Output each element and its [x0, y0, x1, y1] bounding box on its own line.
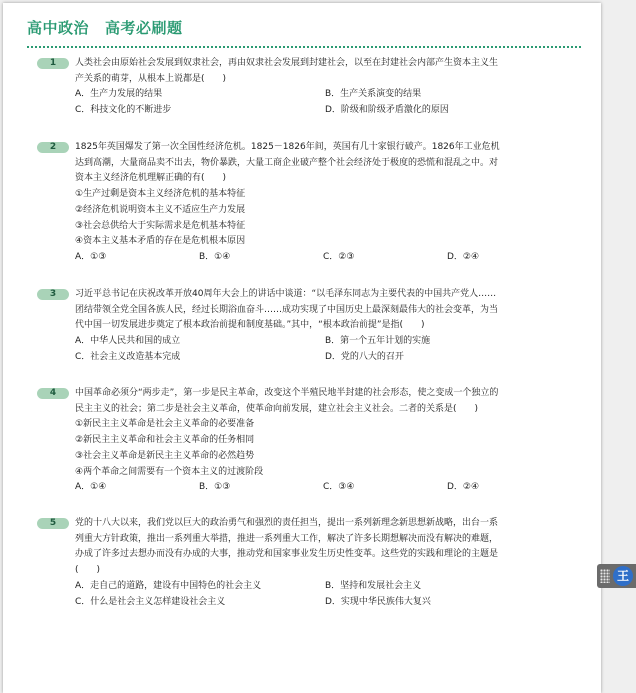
drag-grip-icon[interactable]	[600, 569, 610, 583]
question-text-line: 达到高潮，大量商品卖不出去，物价暴跌，大量工商企业破产整个社会经济处于极度的恐慌和混乱之中。对	[75, 157, 499, 168]
question-text-line: 民主主义的社会；第二步是社会主义革命，使革命向前发展，建立社会主义社会。二者的关系是( )	[75, 403, 479, 414]
options-row	[75, 334, 575, 350]
statement-item: ②经济危机说明资本主义不适应生产力发展	[75, 204, 246, 215]
question-number-badge: 2	[37, 142, 69, 153]
option-c[interactable]: C．③④	[323, 482, 355, 493]
question-text-line: ( )	[75, 565, 101, 576]
option-c[interactable]: C．科技文化的不断进步	[75, 105, 172, 116]
option-d[interactable]: D．②④	[447, 251, 480, 262]
option-a[interactable]: A．①③	[75, 251, 107, 262]
option-b[interactable]: B．坚持和发展社会主义	[325, 580, 422, 591]
question-number-badge: 3	[37, 289, 69, 300]
question-text-line: 资本主义经济危机理解正确的有( )	[75, 173, 227, 184]
question-text-line: 代中国一切发展进步奠定了根本政治前提和制度基础。”其中，“根本政治前提”是指( )	[75, 320, 425, 331]
options-row	[75, 250, 575, 266]
option-a[interactable]: A．①④	[75, 482, 107, 493]
header-divider	[27, 46, 581, 48]
option-c[interactable]: C．什么是社会主义怎样建设社会主义	[75, 596, 226, 607]
statement-item: ①新民主主义革命是社会主义革命的必要准备	[75, 419, 255, 430]
question-text-line: 办成了许多过去想办而没有办成的大事，推动党和国家事业发生历史性变革。这些党的实践和理论的主题是	[75, 549, 499, 560]
option-c[interactable]: C．社会主义改造基本完成	[75, 351, 181, 362]
question-text-line: 列重大方针政策，推出一系列重大举措，推进一系列重大工作，解决了许多长期想解决而没有解决的难题，	[75, 533, 499, 544]
statement-item: ③社会主义革命是新民主主义革命的必然趋势	[75, 450, 255, 461]
question-number-badge: 1	[37, 58, 69, 69]
option-a[interactable]: A．中华人民共和国的成立	[75, 336, 181, 347]
option-d[interactable]: D．阶级和阶级矛盾激化的原因	[325, 105, 449, 116]
option-c[interactable]: C．②③	[323, 251, 355, 262]
statement-item: ②新民主主义革命和社会主义革命的任务相同	[75, 435, 255, 446]
question-text-line: 党的十八大以来，我们党以巨大的政治勇气和强烈的责任担当，提出一系列新理念新思想新战略，出台一系	[75, 518, 499, 528]
option-a[interactable]: A．生产力发展的结果	[75, 89, 163, 100]
document-page	[3, 3, 601, 693]
options-row	[75, 87, 575, 103]
question-text-line: 人类社会由原始社会发展到奴隶社会，再由奴隶社会发展到封建社会，以至在封建社会内部产生资本主义生	[75, 58, 499, 68]
question-number-badge: 5	[37, 518, 69, 529]
options-row	[75, 103, 575, 119]
statement-item: ④资本主义基本矛盾的存在是危机根本原因	[75, 236, 246, 247]
statement-item: ③社会总供给大于实际需求是危机基本特征	[75, 220, 246, 231]
options-row	[75, 480, 575, 496]
page-header	[27, 17, 183, 38]
floating-tool-widget[interactable]	[597, 564, 636, 588]
question-text-line: 产关系的萌芽，从根本上说都是( )	[75, 73, 227, 84]
question-text-line: 团结带领全党全国各族人民，经过长期浴血奋斗……成功实现了中国历史上最深刻最伟大的社会变革，为当	[75, 304, 499, 315]
question-number-badge: 4	[37, 388, 69, 399]
options-row	[75, 595, 575, 611]
question-text-line: 习近平总书记在庆祝改革开放40周年大会上的讲话中谈道：“以毛泽东同志为主要代表的中国共产党人……	[75, 289, 497, 299]
option-b[interactable]: B．生产关系演变的结果	[325, 89, 422, 100]
option-b[interactable]: B．①④	[199, 251, 231, 262]
option-b[interactable]: B．第一个五年计划的实施	[325, 336, 431, 347]
option-a[interactable]: A．走自己的道路，建设有中国特色的社会主义	[75, 580, 262, 591]
option-d[interactable]: D．党的八大的召开	[325, 351, 404, 362]
statement-item: ④两个革命之间需要有一个资本主义的过渡阶段	[75, 466, 264, 477]
question-text-line: 中国革命必须分“两步走”，第一步是民主革命，改变这个半殖民地半封建的社会形态，使之变成一个独立的	[75, 388, 499, 398]
series-title: 高考必刷题	[105, 19, 183, 37]
app-logo-icon[interactable]: 王	[613, 566, 633, 586]
option-d[interactable]: D．实现中华民族伟大复兴	[325, 596, 431, 607]
statement-item: ①生产过剩是资本主义经济危机的基本特征	[75, 189, 246, 200]
option-b[interactable]: B．①③	[199, 482, 231, 493]
options-row	[75, 350, 575, 366]
options-row	[75, 579, 575, 595]
option-d[interactable]: D．②④	[447, 482, 480, 493]
subject-title: 高中政治	[27, 19, 90, 37]
question-text-line: 1825年英国爆发了第一次全国性经济危机。1825－1826年间，英国有几十家银行破产。1826年工业危机	[75, 142, 500, 152]
